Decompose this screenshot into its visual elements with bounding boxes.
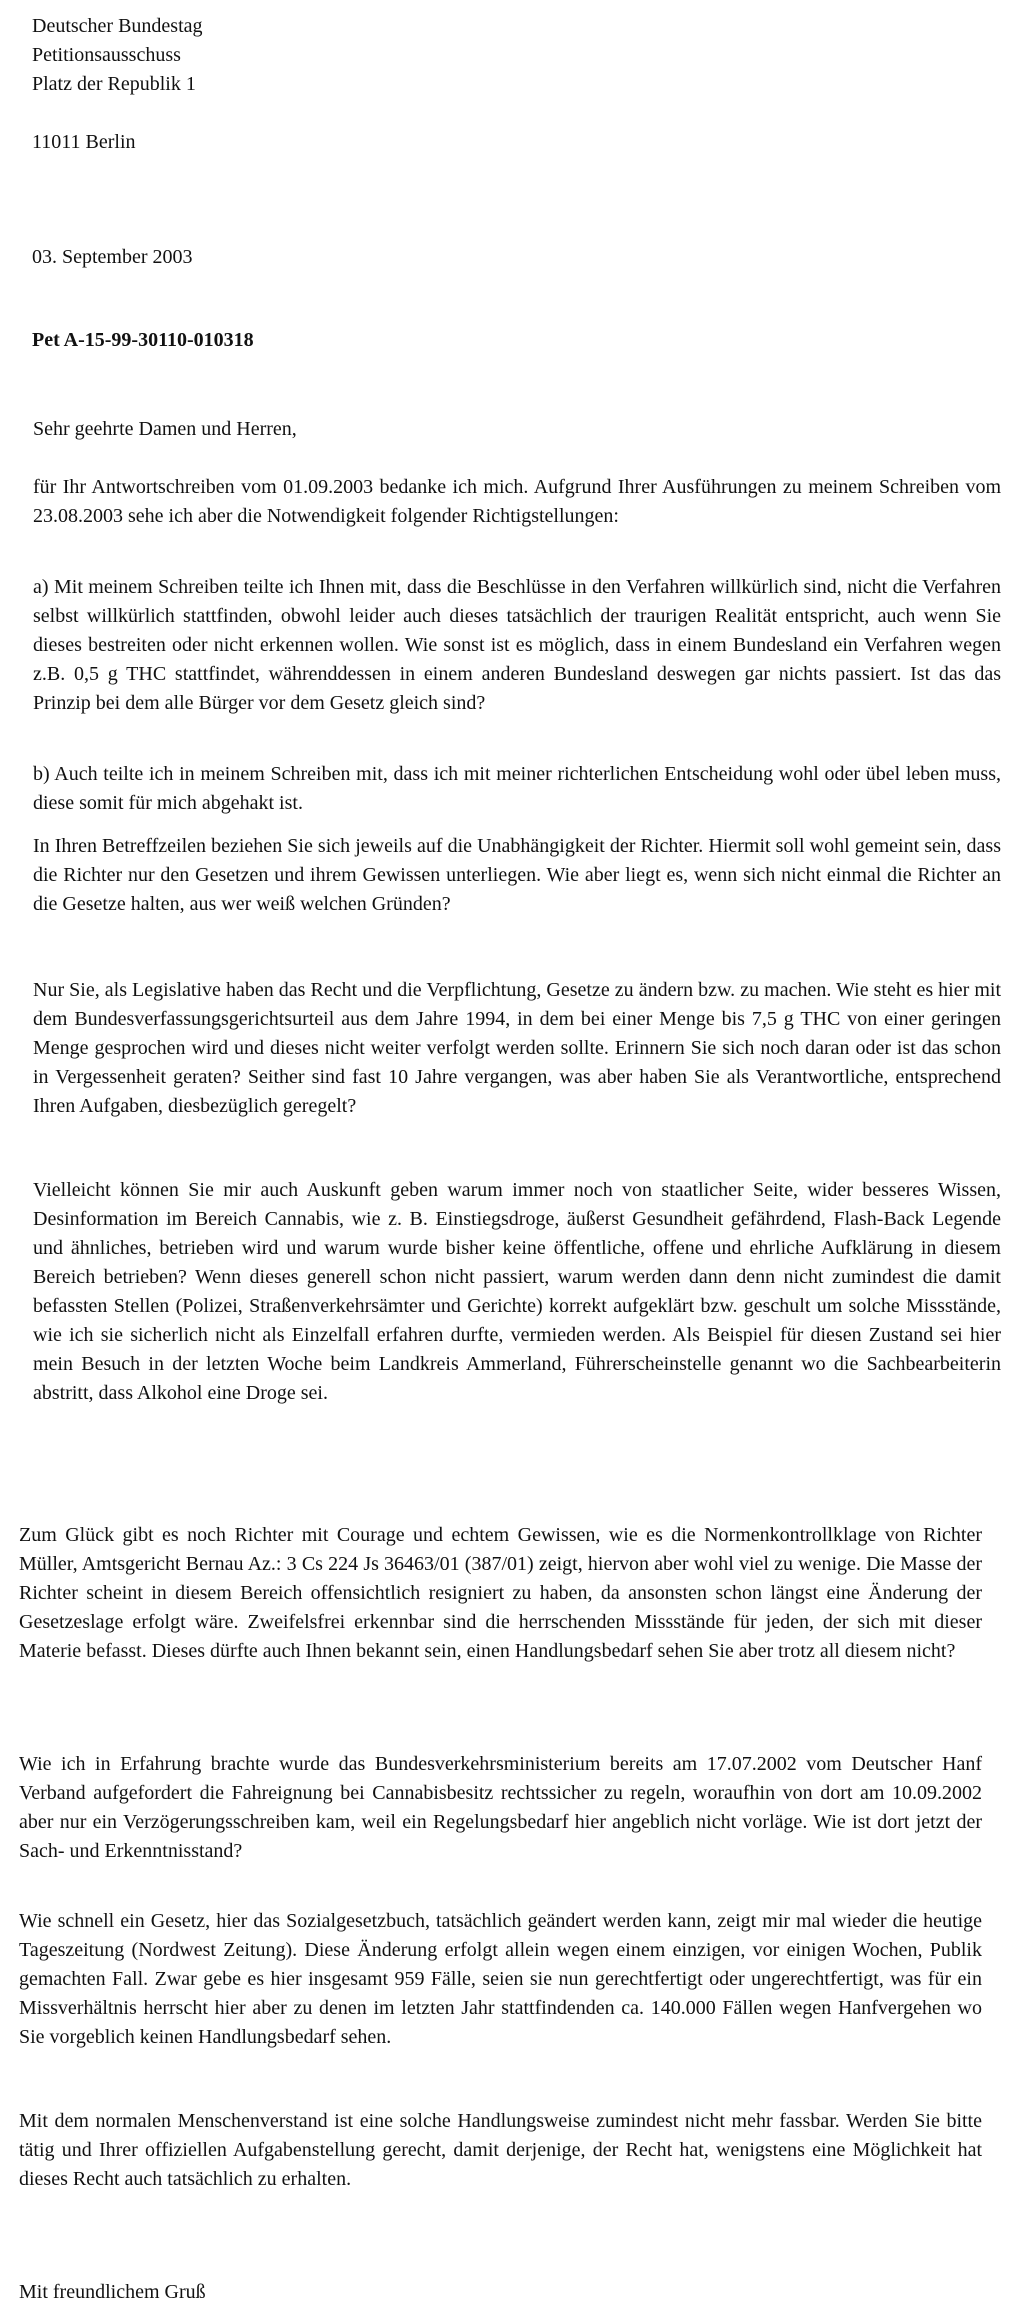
paragraph-a: a) Mit meinem Schreiben teilte ich Ihnen mit, dass die Beschlüsse in den Verfahren willkürlich sind, nicht die Verfahren selbst willkürlich stattfinden, obwohl leider auch dieses tatsächlich der traurigen Realität entspricht, auch wenn Sie dieses bestreiten oder nicht erkennen wollen. Wie sonst ist es möglich, dass in einem Bundesland ein Verfahren wegen z.B. 0,5 g THC stattfindet, währenddessen in einem anderen Bundesland deswegen gar nichts passiert. Ist das das Prinzip bei dem alle Bürger vor dem Gesetz gleich sind? [33,576,1001,714]
letter-date: 03. September 2003 [32,246,193,268]
recipient-line: Platz der Republik 1 [32,73,196,95]
paragraph-b: b) Auch teilte ich in meinem Schreiben mit, dass ich mit meiner richterlichen Entscheidung wohl oder übel leben muss, diese somit für mich abgehakt ist. [33,763,1001,814]
paragraph-social-code: Wie schnell ein Gesetz, hier das Sozialgesetzbuch, tatsächlich geändert werden kann, zeigt mir mal wieder die heutige Tageszeitung (Nordwest Zeitung). Diese Änderung erfolgt allein wegen einem einzigen, vor einigen Wochen, Publik gemachten Fall. Zwar gebe es hier insgesamt 959 Fälle, seien sie nun gerechtfertigt oder ungerechtfertigt, was für ein Missverhältnis herrscht hier aber zu denen im letzten Jahr stattfindenden ca. 140.000 Fällen wegen Hanfvergehen wo Sie vorgeblich keinen Handlungsbedarf sehen. [19,1910,982,2048]
paragraph-judges: Zum Glück gibt es noch Richter mit Courage und echtem Gewissen, wie es die Normenkontrollklage von Richter Müller, Amtsgericht Bernau Az.: 3 Cs 224 Js 36463/01 (387/01) zeigt, hiervon aber wohl viel zu wenige. Die Masse der Richter scheint in diesem Bereich offensichtlich resigniert zu haben, da ansonsten schon längst eine Änderung der Gesetzeslage erfolgt wäre. Zweifelsfrei erkennbar sind die herrschenden Missstände für jeden, der sich mit dieser Materie befasst. Dieses dürfte auch Ihnen bekannt sein, einen Handlungsbedarf sehen Sie aber trotz all diesem nicht? [19,1524,982,1662]
recipient-line: Petitionsausschuss [32,44,181,66]
closing: Mit freundlichem Gruß [19,2281,206,2303]
paragraph-legislative: Nur Sie, als Legislative haben das Recht und die Verpflichtung, Gesetze zu ändern bzw. zu machen. Wie steht es hier mit dem Bundesverfassungsgerichtsurteil aus dem Jahre 1994, in dem bei einer Menge bis 7,5 g THC von einer geringen Menge gesprochen wird und dieses nicht weiter verfolgt werden sollte. Erinnern Sie sich noch daran oder ist das schon in Vergessenheit geraten? Seither sind fast 10 Jahre vergangen, was aber haben Sie als Verantwortliche, entsprechend Ihren Aufgaben, diesbezüglich geregelt? [33,979,1001,1117]
salutation: Sehr geehrte Damen und Herren, [33,418,297,440]
paragraph-appeal: Mit dem normalen Menschenverstand ist eine solche Handlungsweise zumindest nicht mehr fassbar. Werden Sie bitte tätig und Ihrer offiziellen Aufgabenstellung gerecht, damit derjenige, der Recht hat, wenigstens eine Möglichkeit hat dieses Recht auch tatsächlich zu erhalten. [19,2110,982,2190]
paragraph-ministry: Wie ich in Erfahrung brachte wurde das Bundesverkehrsministerium bereits am 17.07.2002 vom Deutscher Hanf Verband aufgefordert die Fahreignung bei Cannabisbesitz rechtssicher zu regeln, woraufhin von dort am 10.09.2002 aber nur ein Verzögerungsschreiben kam, weil ein Regelungsbedarf hier angeblich nicht vorläge. Wie ist dort jetzt der Sach- und Erkenntnisstand? [19,1753,982,1862]
paragraph-independence: In Ihren Betreffzeilen beziehen Sie sich jeweils auf die Unabhängigkeit der Richter. Hiermit soll wohl gemeint sein, dass die Richter nur den Gesetzen und ihrem Gewissen unterliegen. Wie aber liegt es, wenn sich nicht einmal die Richter an die Gesetze halten, aus wer weiß welchen Gründen? [33,835,1001,915]
recipient-line: Deutscher Bundestag [32,15,203,37]
recipient-city: 11011 Berlin [32,131,136,153]
paragraph-disinformation: Vielleicht können Sie mir auch Auskunft geben warum immer noch von staatlicher Seite, wider besseres Wissen, Desinformation im Bereich Cannabis, wie z. B. Einstiegsdroge, äußerst Gesundheit gefährdend, Flash-Back Legende und ähnliches, betrieben wird und warum wurde bisher keine öffentliche, offene und ehrliche Aufklärung in diesem Bereich betrieben? Wenn dieses generell schon nicht passiert, warum werden dann denn nicht zumindest die damit befassten Stellen (Polizei, Straßenverkehrsämter und Gerichte) korrekt aufgeklärt bzw. geschult um solche Missstände, wie ich sie sicherlich nicht als Einzelfall erfahren durfte, vermieden werden. Als Beispiel für diesen Zustand sei hier mein Besuch in der letzten Woche beim Landkreis Ammerland, Führerscheinstelle genannt wo die Sachbearbeiterin abstritt, dass Alkohol eine Droge sei. [33,1179,1001,1404]
reference-number: Pet A-15-99-30110-010318 [32,329,254,351]
paragraph-intro: für Ihr Antwortschreiben vom 01.09.2003 bedanke ich mich. Aufgrund Ihrer Ausführungen zu meinem Schreiben vom 23.08.2003 sehe ich aber die Notwendigkeit folgender Richtigstellungen: [33,476,1001,527]
recipient-address [32,12,203,99]
